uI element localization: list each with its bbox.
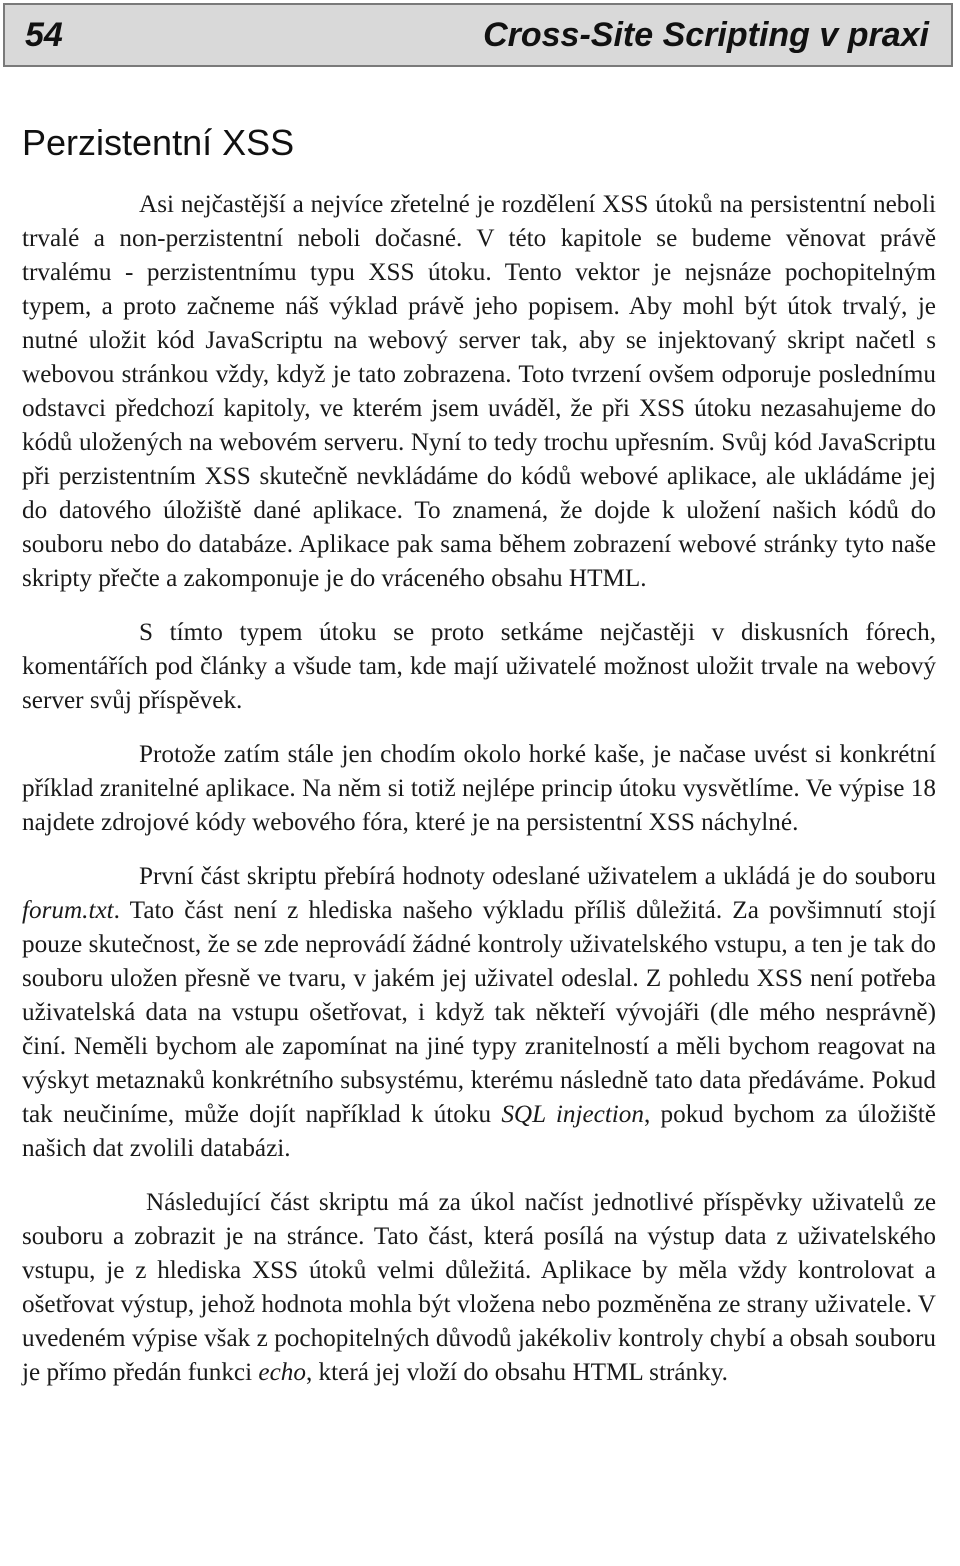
section-heading: Perzistentní XSS <box>22 122 295 163</box>
paragraph-4-text-a: První část skriptu přebírá hodnoty odeslané uživatelem a ukládá je do souboru <box>139 863 936 890</box>
paragraph-5 <box>22 1186 936 1390</box>
paragraph-5-text-a: Následující část skriptu má za úkol načíst jednotlivé příspěvky uživatelů ze souboru a zobrazit je na stránce. Tato část, která posílá na výstup data z uživatelského vstupu, je z hlediska XSS útoků velmi důležitá. Aplikace by měla vždy kontrolovat a ošetřovat výstup, jehož hodnota mohla být vložena nebo pozměněna ze strany uživatele. V uvedeném výpise však z pochopitelných důvodů jakékoliv kontroly chybí a obsah souboru je přímo předán funkci <box>22 1189 936 1386</box>
paragraph-4-text-b: . Tato část není z hlediska našeho výkladu příliš důležitá. Za povšimnutí stojí pouze skutečnost, že se zde neprovádí žádné kontroly uživatelského vstupu, a ten je tak do souboru uložen přesně ve tvaru, v jakém jej uživatel odeslal. Z pohledu XSS není potřeba uživatelská data na vstupu ošetřovat, i když tak někteří vývojáři (dle mého nesprávně) činí. Neměli bychom ale zapomínat na jiné typy zranitelností a měli bychom reagovat na výskyt metaznaků konkrétního subsystému, kterému následně tato data předáváme. Pokud tak neučiníme, může dojít například k útoku <box>22 897 936 1128</box>
paragraph-3: Protože zatím stále jen chodím okolo horké kaše, je načase uvést si konkrétní příklad zranitelné aplikace. Na něm si totiž nejlépe princip útoku vysvětlíme. Ve výpise 18 najdete zdrojové kódy webového fóra, které je na persistentní XSS náchylné. <box>22 741 936 836</box>
filename-forum-txt: forum.txt <box>22 897 114 924</box>
function-echo: echo <box>258 1359 306 1386</box>
running-header <box>3 3 953 67</box>
term-sql-injection: SQL injection <box>501 1101 644 1128</box>
page-number: 54 <box>25 15 63 54</box>
paragraph-5-text-b: , která jej vloží do obsahu HTML stránky. <box>305 1359 728 1386</box>
running-title: Cross-Site Scripting v praxi <box>483 15 929 54</box>
body-text <box>22 188 936 1410</box>
paragraph-4-text-c: , pokud bychom za úložiště našich dat zvolili databázi. <box>22 1101 936 1162</box>
paragraph-2: S tímto typem útoku se proto setkáme nejčastěji v diskusních fórech, komentářích pod články a všude tam, kde mají uživatelé možnost uložit trvale na webový server svůj příspěvek. <box>22 619 936 714</box>
paragraph-1: Asi nejčastější a nejvíce zřetelné je rozdělení XSS útoků na persistentní neboli trvalé a non-perzistentní neboli dočasné. V této kapitole se budeme věnovat právě trvalému - perzistentnímu typu XSS útoku. Tento vektor je nejsnáze pochopitelným typem, a proto začneme náš výklad právě jeho popisem. Aby mohl být útok trvalý, je nutné uložit kód JavaScriptu na webový server tak, aby se injektovaný skript načetl s webovou stránkou vždy, když je tato zobrazena. Toto tvrzení ovšem odporuje poslednímu odstavci předchozí kapitoly, ve kterém jsem uváděl, že při XSS útoku nezasahujeme do kódů uložených na webovém serveru. Nyní to tedy trochu upřesním. Svůj kód JavaScriptu při perzistentním XSS skutečně nevkládáme do kódů webové aplikace, ale ukládáme jej do datového úložiště dané aplikace. To znamená, že dojde k uložení našich kódů do souboru nebo do databáze. Aplikace pak sama během zobrazení webové stránky tyto naše skripty přečte a zakomponuje je do vráceného obsahu HTML. <box>22 191 936 592</box>
paragraph-4 <box>22 860 936 1166</box>
